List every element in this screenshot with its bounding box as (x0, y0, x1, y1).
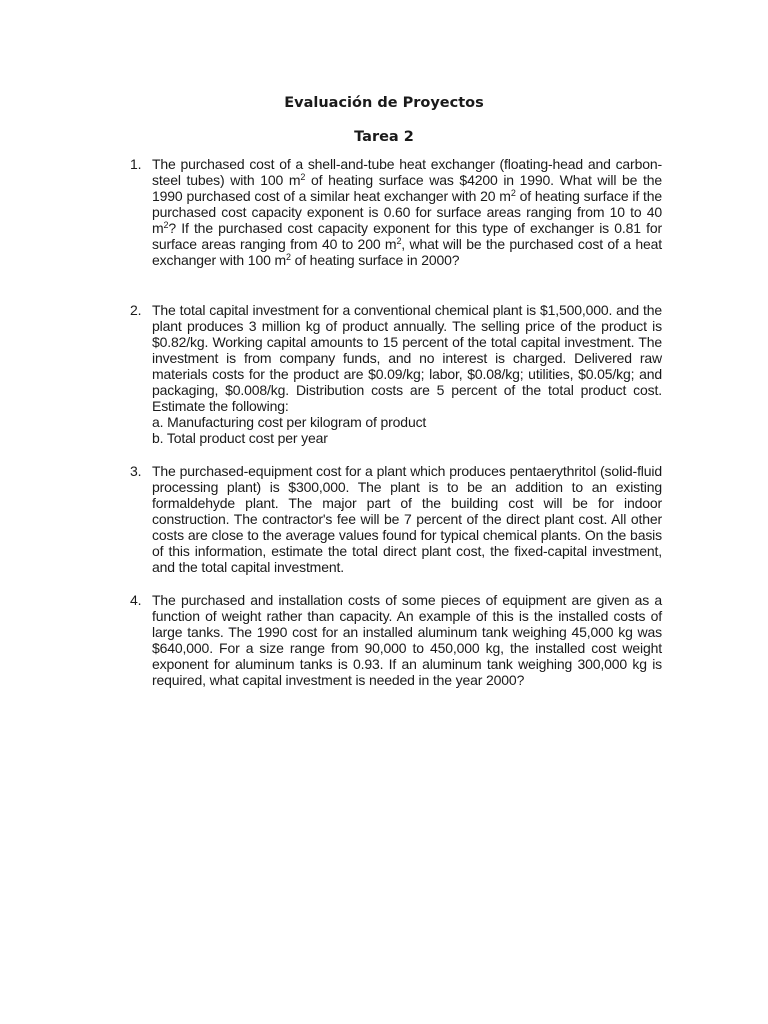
problem-item-1 (130, 156, 662, 268)
problem-part-a: a. Manufacturing cost per kilogram of product (152, 414, 427, 430)
problem-number: 4. (130, 592, 142, 608)
problem-text: The purchased and installation costs of some pieces of equipment are given as a function of weight rather than capacity. An example of this is the installed costs of large tanks. The 1990 cost for an installed aluminum tank weighing 45,000 kg was $640,000. For a size range from 90,000 to 450,000 kg, the installed cost weight exponent for aluminum tanks is 0.93. If an aluminum tank weighing 300,000 kg is required, what capital investment is needed in the year 2000? (152, 592, 662, 688)
problem-text: The total capital investment for a conventional chemical plant is $1,500,000. and the plant produces 3 million kg of product annually. The selling price of the product is $0.82/kg. Working capital amounts to 15 percent of the total capital investment. The investment is from company funds, and no interest is charged. Delivered raw materials costs for the product are $0.09/kg; labor, $0.08/kg; utilities, $0.05/kg; and packaging, $0.008/kg. Distribution costs are 5 percent of the total product cost. Estimate the following: (152, 302, 662, 414)
problem-list (130, 156, 662, 688)
document-title: Evaluación de Proyectos (284, 95, 484, 111)
document-subtitle: Tarea 2 (354, 129, 414, 145)
problem-text: The purchased cost of a shell-and-tube heat exchanger (floating-head and carbon-steel tubes) with 100 $m^2$ of heating surface was $4200 in 1990. What will be the 1990 purchased cost of a similar heat exchanger with 20 $m^2$ of heating surface if the purchased cost capacity exponent is 0.60 for surface areas ranging from 10 to 40 $m^2$? If the purchased cost capacity exponent for this type of exchanger is 0.81 for surface areas ranging from 40 to 200 $m^2$, what will be the purchased cost of a heat exchanger with 100 $m^2$ of heating surface in 2000? (152, 156, 662, 268)
problem-part-b: b. Total product cost per year (152, 430, 328, 446)
problem-item-4 (130, 592, 662, 688)
problem-number: 2. (130, 302, 142, 318)
problem-number: 3. (130, 463, 142, 479)
problem-number: 1. (130, 156, 142, 172)
problem-text: The purchased-equipment cost for a plant which produces pentaerythritol (solid-fluid processing plant) is $300,000. The plant is to be an addition to an existing formaldehyde plant. The major part of the building cost will be for indoor construction. The contractor's fee will be 7 percent of the direct plant cost. All other costs are close to the average values found for typical chemical plants. On the basis of this information, estimate the total direct plant cost, the fixed-capital investment, and the total capital investment. (152, 463, 662, 575)
problem-item-3 (130, 463, 662, 575)
problem-item-2 (130, 302, 662, 446)
